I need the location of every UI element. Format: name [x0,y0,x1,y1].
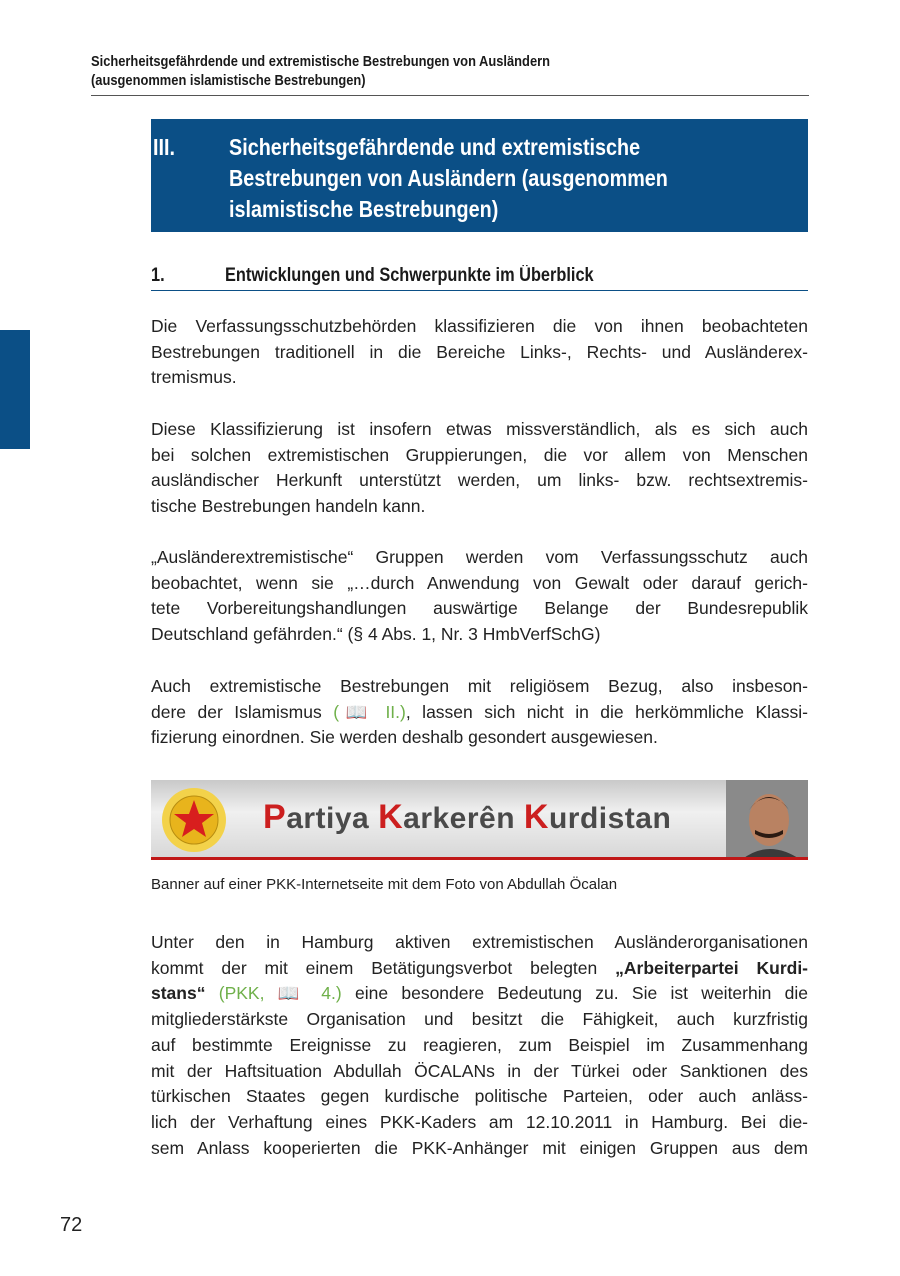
page-number: 72 [60,1214,83,1236]
bold-term: stans“ [151,983,206,1004]
running-head-rule [91,95,809,96]
section-number: 1. [151,265,165,286]
section-title: Entwicklungen und Schwerpunkte im Überblick [225,265,594,286]
text-line: fizierung einordnen. Sie werden deshalb gesondert ausgewiesen. [151,727,658,748]
cross-reference-link[interactable]: (📖 II.) [333,701,406,722]
text-line: tremismus. [151,367,237,388]
cross-reference-link[interactable]: (PKK, 📖 4.) [205,983,342,1004]
image-caption: Banner auf einer PKK-Internetseite mit dem Foto von Abdullah Öcalan [151,876,618,893]
text-line: tische Bestrebungen handeln kann. [151,496,426,517]
text-line: tete Vorbereitungshandlungen auswärtige Belange der Bundesrepublik [151,598,808,619]
banner-letter: K [378,798,404,836]
portrait-face [749,794,789,846]
text-span: , lassen sich nicht in die herkömmliche Klassi- [405,701,808,722]
chapter-number: III. [153,134,175,160]
text-line: sem Anlass kooperierten die PKK-Anhänger mit einigen Gruppen aus dem [151,1137,808,1158]
text-line [151,700,808,726]
text-span: eine besondere Bedeutung zu. Sie ist weiterhin die [341,983,808,1004]
banner-text-part: arkerên [403,802,524,835]
section-heading [151,262,808,291]
text-line [151,956,808,982]
chapter-title [229,132,745,225]
chapter-title-line-3: islamistische Bestrebungen) [229,196,499,222]
text-line: Die Verfassungsschutzbehörden klassifizieren die von ihnen beobachteten [151,316,808,336]
running-head [91,52,809,90]
banner-text-part: artiya [286,802,379,835]
bold-term: „Arbeiterpartei Kurdi- [615,957,809,978]
text-line: mitgliederstärkste Organisation und besitzt die Fähigkeit, auch kurzfristig [151,1009,808,1030]
paragraph-1 [151,314,808,391]
chapter-title-line-2: Bestrebungen von Ausländern (ausgenommen [229,165,668,191]
text-line: ausländischer Herkunft unterstützt werden, um links- bzw. rechtsextremis- [151,470,808,491]
running-head-line-1: Sicherheitsgefährdende und extremistische Bestrebungen von Ausländern [91,53,551,70]
text-line: Diese Klassifizierung ist insofern etwas missverständlich, als es sich auch [151,419,808,439]
banner-letter: K [523,798,549,836]
text-line: türkischen Staates gegen kurdische politische Parteien, oder auch anläss- [151,1086,808,1107]
text-line: beobachtet, wenn sie „…durch Anwendung von Gewalt oder darauf gerich- [151,572,808,593]
banner-letter: P [263,798,287,836]
text-line: „Ausländerextremistische“ Gruppen werden vom Verfassungsschutz auch [151,547,808,567]
banner-red-line [151,857,808,860]
banner-title [263,798,671,837]
text-line: mit der Haftsituation Abdullah ÖCALANs in der Türkei oder Sanktionen des [151,1060,808,1081]
text-line: Bestrebungen traditionell in die Bereiche Links-, Rechts- und Ausländerex- [151,341,808,362]
text-line: Deutschland gefährden.“ (§ 4 Abs. 1, Nr. 3 HmbVerfSchG) [151,624,601,645]
pkk-banner-image [151,780,808,860]
text-span: dere der Islamismus [151,701,334,722]
text-line: bei solchen extremistischen Gruppierungen, die vor allem von Menschen [151,444,808,465]
banner-text-part: urdistan [548,802,672,835]
chapter-title-line-1: Sicherheitsgefährdende und extremistische [229,134,641,160]
text-line: Auch extremistische Bestrebungen mit religiösem Bezug, also insbeson- [151,676,808,696]
paragraph-3 [151,545,808,648]
chapter-side-tab [0,330,30,449]
text-line: lich der Verhaftung eines PKK-Kaders am 12.10.2011 in Hamburg. Bei die- [151,1111,808,1132]
text-span: kommt der mit einem Betätigungsverbot belegten [151,957,616,978]
text-line: auf bestimmte Ereignisse zu reagieren, zum Beispiel im Zusammenhang [151,1034,808,1055]
paragraph-2 [151,417,808,520]
paragraph-4 [151,674,808,751]
text-line: Unter den in Hamburg aktiven extremistischen Ausländerorganisationen [151,932,808,952]
running-head-line-2: (ausgenommen islamistische Bestrebungen) [91,72,366,89]
paragraph-5 [151,930,808,1161]
chapter-heading-box [151,119,808,232]
text-line [151,981,808,1007]
